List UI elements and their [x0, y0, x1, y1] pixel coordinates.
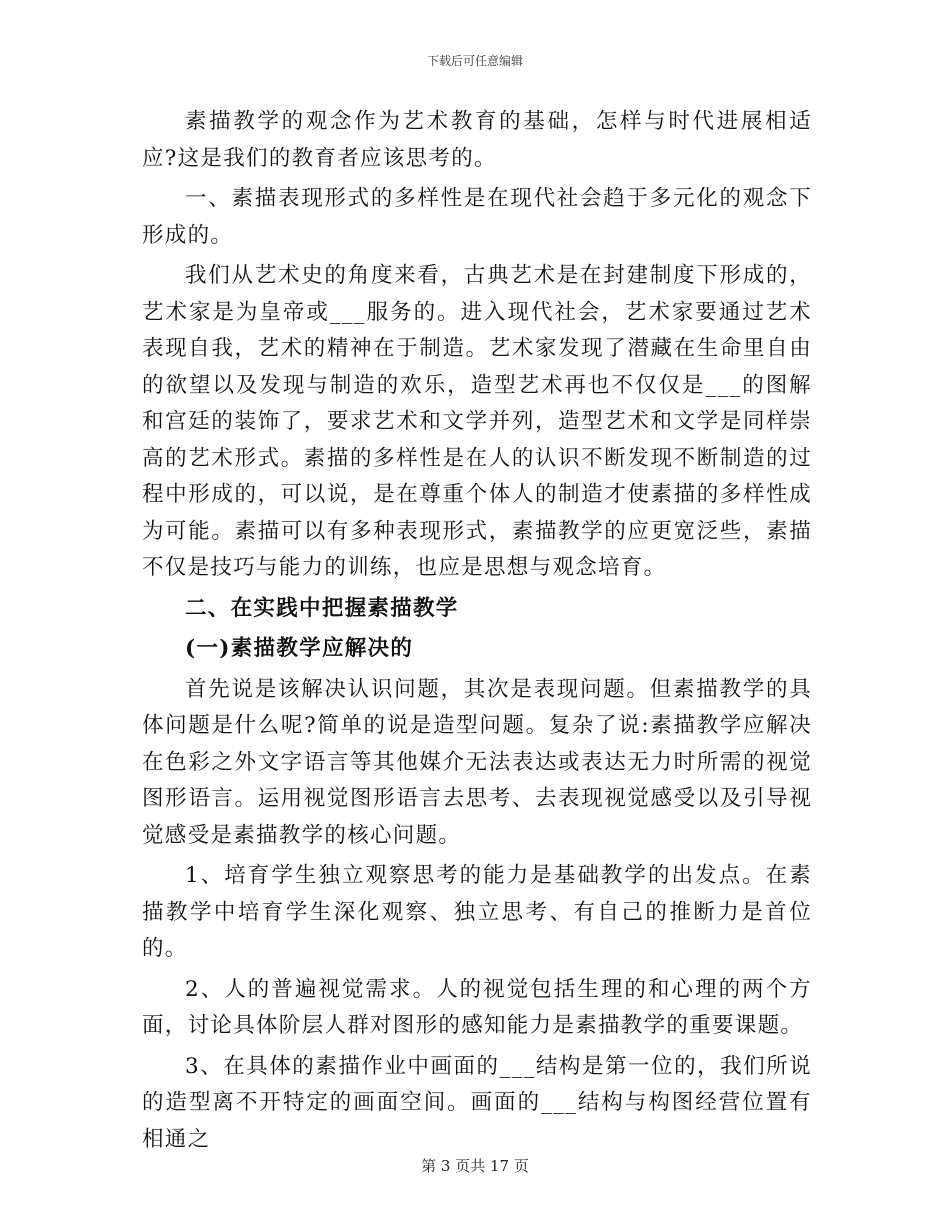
paragraph-intro: 素描教学的观念作为艺术教育的基础，怎样与时代进展相适应?这是我们的教育者应该思考的。 [142, 109, 812, 171]
paragraph-section-one: 一、素描表现形式的多样性是在现代社会趋于多元化的观念下形成的。 [142, 186, 812, 248]
page-number: 第 3 页共 17 页 [421, 1157, 529, 1175]
section-heading-two: 二、在实践中把握素描教学 [185, 595, 459, 621]
paragraph-point-three: 3、在具体的素描作业中画面的___结构是第一位的，我们所说的造型离不开特定的画面空间。画面的___结构与构图经营位置有相通之 [142, 1053, 812, 1152]
page-header-note: 下载后可任意编辑 [426, 54, 523, 68]
paragraph-problems: 首先说是该解决认识问题，其次是表现问题。但素描教学的具体问题是什么呢?简单的说是造型问题。复杂了说:素描教学应解决在色彩之外文字语言等其他媒介无法表达或表达无力时所需的视觉图形语言。运用视觉图形语言去思考、去表现视觉感受以及引导视觉感受是素描教学的核心问题。 [142, 676, 812, 848]
paragraph-art-history: 我们从艺术史的角度来看，古典艺术是在封建制度下形成的，艺术家是为皇帝或___服务的。进入现代社会，艺术家要通过艺术表现自我，艺术的精神在于制造。艺术家发现了潜藏在生命里自由的欲望以及发现与制造的欢乐，造型艺术再也不仅仅是___的图解和宫廷的装饰了，要求艺术和文学并列，造型艺术和文学是同样崇高的艺术形式。素描的多样性是在人的认识不断发现不断制造的过程中形成的，可以说，是在尊重个体人的制造才使素描的多样性成为可能。素描可以有多种表现形式，素描教学的应更宽泛些，素描不仅是技巧与能力的训练，也应是思想与观念培育。 [142, 263, 812, 580]
subsection-heading-one: (一)素描教学应解决的 [185, 636, 414, 661]
paragraph-point-two: 2、人的普遍视觉需求。人的视觉包括生理的和心理的两个方面，讨论具体阶层人群对图形的感知能力是素描教学的重要课题。 [142, 976, 812, 1038]
paragraph-point-one: 1、培育学生独立观察思考的能力是基础教学的出发点。在素描教学中培育学生深化观察、独立思考、有自己的推断力是首位的。 [142, 863, 812, 961]
document-body [142, 104, 812, 1162]
